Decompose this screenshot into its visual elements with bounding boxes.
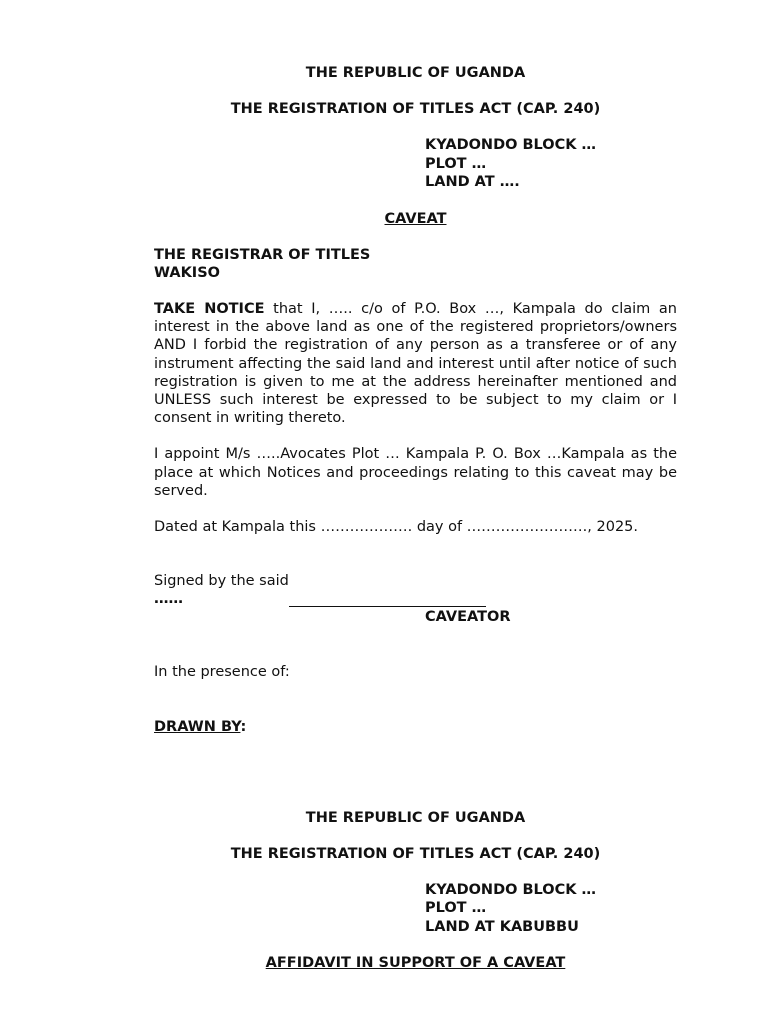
affidavit-act-title: THE REGISTRATION OF TITLES ACT (CAP. 240) (230, 845, 601, 862)
caveat-heading (154, 210, 677, 228)
notice-paragraph (154, 300, 677, 427)
document-page (154, 64, 677, 972)
affidavit-land-reference (425, 881, 677, 937)
presence-line: In the presence of: (154, 664, 290, 681)
signature-row (154, 590, 677, 608)
affidavit-republic-title: THE REPUBLIC OF UGANDA (305, 809, 526, 826)
affidavit-heading (154, 954, 677, 972)
affidavit-plot-line: PLOT … (425, 900, 487, 917)
addressee-line-1: THE REGISTRAR OF TITLES (154, 246, 371, 263)
drawn-by-label: DRAWN BY (154, 718, 241, 735)
signed-by-line: Signed by the said (154, 573, 289, 590)
republic-title: THE REPUBLIC OF UGANDA (305, 65, 526, 81)
notice-body: that I, ….. c/o of P.O. Box …, Kampala do claim an interest in the above land as one of the registered proprietors/owners AND I forbid the registration of any person as a transferee or of any instrument affecting the said land and interest until after notice of such registration is given to me at the address hereinafter mentioned and UNLESS such interest be expressed to be subject to my claim or I consent in writing thereto. (154, 300, 677, 427)
plot-line: PLOT … (425, 155, 487, 172)
addressee (154, 246, 677, 282)
caveator-label: CAVEATOR (425, 609, 511, 626)
signer-name: …… (154, 591, 183, 608)
caveat-heading-text: CAVEAT (384, 210, 447, 227)
affidavit-block-line: KYADONDO BLOCK … (425, 881, 597, 898)
drawn-by-colon: : (240, 718, 247, 735)
signature-line (289, 606, 486, 607)
block-line: KYADONDO BLOCK … (425, 137, 597, 153)
land-line: LAND AT …. (425, 174, 520, 190)
affidavit-land-line: LAND AT KABUBBU (425, 918, 579, 935)
land-reference (425, 136, 677, 192)
appoint-paragraph: I appoint M/s …..Avocates Plot … Kampala P. O. Box …Kampala as the place at which Notices and proceedings relating to this caveat may be served. (154, 446, 677, 499)
notice-lead: TAKE NOTICE (154, 300, 265, 317)
addressee-line-2: WAKISO (154, 264, 220, 281)
dated-line: Dated at Kampala this ………………. day of ……………………., 2025. (154, 518, 639, 535)
affidavit-heading-text: AFFIDAVIT IN SUPPORT OF A CAVEAT (265, 955, 566, 972)
act-title: THE REGISTRATION OF TITLES ACT (CAP. 240) (230, 101, 601, 117)
drawn-by (154, 718, 677, 736)
